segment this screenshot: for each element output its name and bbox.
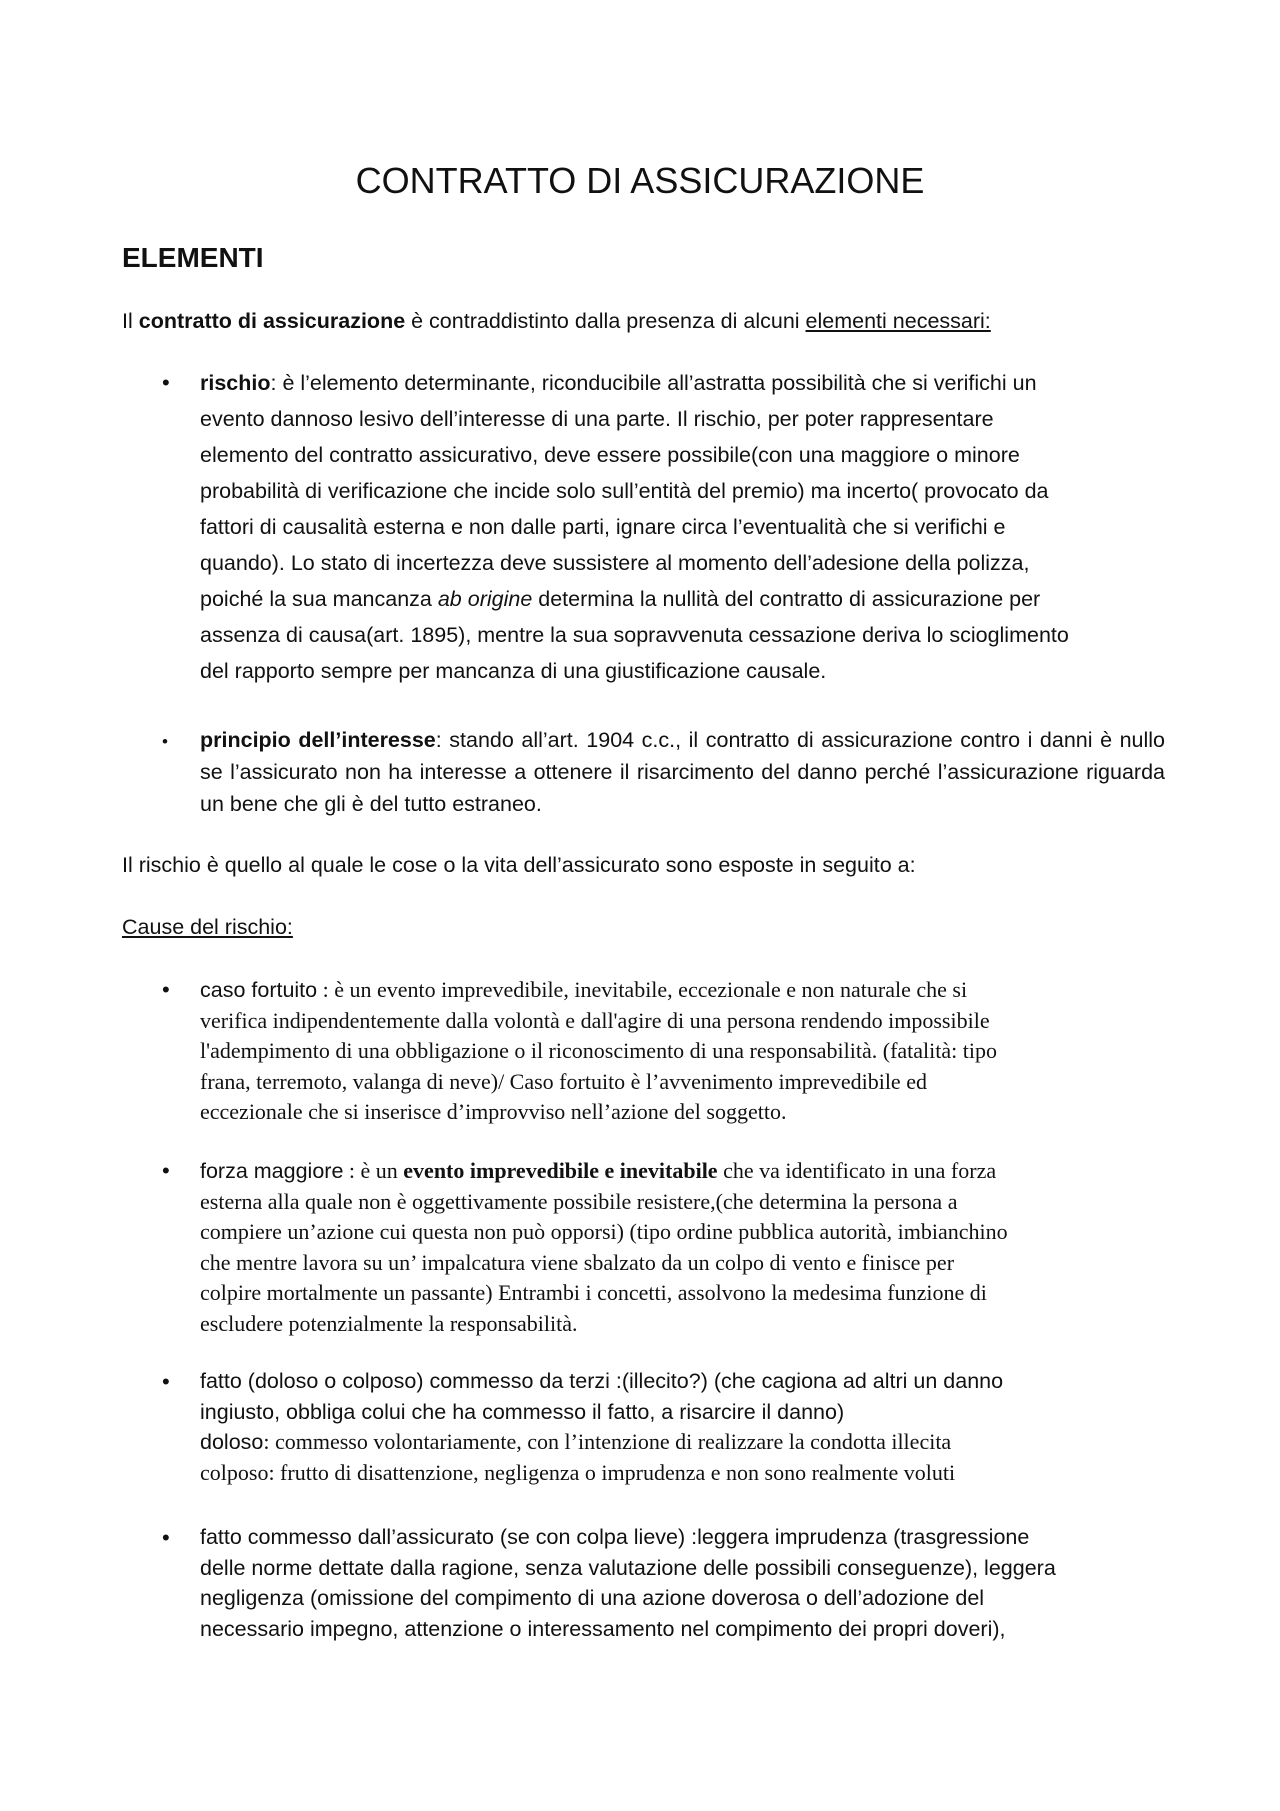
rischio-line-6: quando). Lo stato di incertezza deve sussistere al momento dell’adesione della polizza, <box>200 551 1030 575</box>
bullet-forza-maggiore: • <box>162 1158 170 1183</box>
rischio-line7-prefix: poiché la sua mancanza <box>200 587 438 611</box>
terzi-line3-rest: : commesso volontariamente, con l’intenzione di realizzare la condotta illecita <box>263 1429 952 1454</box>
rischio-line-9: del rapporto sempre per mancanza di una giustificazione causale. <box>200 659 827 683</box>
rischio-line-8: assenza di causa(art. 1895), mentre la sua sopravvenuta cessazione deriva lo scioglimento <box>200 623 1069 647</box>
rischio-line7-rest: determina la nullità del contratto di assicurazione per <box>532 587 1041 611</box>
section-heading: ELEMENTI <box>122 242 264 273</box>
assicurato-line-2: delle norme dettate dalla ragione, senza valutazione delle possibili conseguenze), leggera <box>200 1555 1056 1580</box>
forza-line-6: escludere potenzialmente la responsabilità. <box>200 1310 578 1336</box>
interesse-rest: : stando all’art. 1904 c.c., il contratto di assicurazione contro i danni è nullo se l’assicurato non ha interesse a ottenere il risarcimento del danno perché l’assicurazione riguarda un bene che gli è del tutto estraneo. <box>200 728 1165 816</box>
intro-bold: contratto di assicurazione <box>138 309 406 333</box>
caso-line-5: eccezionale che si inserisce d’improvviso nell’azione del soggetto. <box>200 1099 787 1124</box>
forza-label: forza maggiore <box>200 1159 344 1183</box>
list-item-rischio <box>200 365 1165 689</box>
terzi-line-3 <box>200 1427 1165 1458</box>
rischio-line1-text: : è l’elemento determinante, riconducibile all’astratta possibilità che si verifichi un <box>270 371 1037 395</box>
intro-middle: è contraddistinto dalla presenza di alcuni <box>405 309 806 333</box>
rischio-line-1 <box>200 365 1165 401</box>
forza-line-5: colpire mortalmente un passante) Entrambi i concetti, assolvono la medesima funzione di <box>200 1280 987 1305</box>
caso-line-2: verifica indipendentemente dalla volontà e dall'agire di una persona rendendo impossibile <box>200 1007 990 1033</box>
list-item-interesse <box>200 724 1165 820</box>
forza-line-4: che mentre lavora su un’ impalcatura viene sbalzato da un colpo di vento e finisce per <box>200 1249 955 1275</box>
list-item-fatto-terzi <box>200 1366 1165 1488</box>
rischio-line-5: fattori di causalità esterna e non dalle parti, ignare circa l’eventualità che si verifichi e <box>200 515 1006 539</box>
rischio-line-4: probabilità di verificazione che incide solo sull’entità del premio) ma incerto( provocato da <box>200 479 1049 503</box>
caso-line-3: l'adempimento di una obbligazione o il riconoscimento di una responsabilità. (fatalità: tipo <box>200 1038 997 1063</box>
intro-underlined: elementi necessari: <box>805 309 991 333</box>
bullet-fatto-terzi: • <box>162 1369 170 1394</box>
assicurato-line-4: necessario impegno, attenzione o interessamento nel compimento dei propri doveri), <box>200 1616 1006 1641</box>
caso-label: caso fortuito <box>200 978 318 1002</box>
bullet-caso-fortuito: • <box>162 977 170 1002</box>
rischio-line-2: evento dannoso lesivo dell’interesse di una parte. Il rischio, per poter rappresentare <box>200 407 994 431</box>
bullet-rischio: • <box>162 370 170 395</box>
assicurato-line-1: fatto commesso dall’assicurato (se con colpa lieve) :leggera imprudenza (trasgressione <box>200 1525 1030 1549</box>
forza-line-3: compiere un’azione cui questa non può opporsi) (tipo ordine pubblica autorità, imbianchino <box>200 1219 1008 1244</box>
forza-line-1 <box>200 1156 1165 1187</box>
rischio-line7-italic: ab origine <box>437 587 533 611</box>
terzi-line-2: ingiusto, obbliga colui che ha commesso il fatto, a risarcire il danno) <box>200 1399 845 1424</box>
list-item-fatto-assicurato <box>200 1522 1165 1644</box>
list-item-forza-maggiore <box>200 1156 1165 1339</box>
caso-line1-rest: : è un evento imprevedibile, inevitabile, eccezionale e non naturale che si <box>317 977 968 1002</box>
intro-prefix: Il <box>122 309 139 333</box>
terzi-line-1: fatto (doloso o colposo) commesso da terzi :(illecito?) (che cagiona ad altri un danno <box>200 1369 1004 1393</box>
forza-line1-mid: : è un <box>343 1158 404 1183</box>
intro-paragraph <box>122 306 1162 336</box>
rischio-label: rischio <box>200 371 271 395</box>
caso-line-4: frana, terremoto, valanga di neve)/ Caso fortuito è l’avvenimento imprevedibile ed <box>200 1068 927 1094</box>
forza-line1-bold: evento imprevedibile e inevitabile <box>403 1158 718 1183</box>
document-title: CONTRATTO DI ASSICURAZIONE <box>355 160 925 201</box>
interesse-label: principio dell’interesse <box>200 728 436 752</box>
bullet-interesse: • <box>162 732 168 751</box>
bullet-fatto-assicurato: • <box>162 1525 170 1550</box>
assicurato-line-3: negligenza (omissione del compimento di una azione doverosa o dell’adozione del <box>200 1586 985 1610</box>
terzi-doloso-label: doloso <box>200 1430 264 1454</box>
rischio-sentence: Il rischio è quello al quale le cose o la vita dell’assicurato sono esposte in seguito a: <box>122 853 916 877</box>
caso-line-1 <box>200 975 1165 1006</box>
forza-line-2: esterna alla quale non è oggettivamente possibile resistere,(che determina la persona a <box>200 1188 958 1214</box>
terzi-line-4: colposo: frutto di disattenzione, negligenza o imprudenza e non sono realmente voluti <box>200 1459 956 1485</box>
rischio-line-3: elemento del contratto assicurativo, deve essere possibile(con una maggiore o minore <box>200 443 1020 467</box>
forza-line1-rest: che va identificato in una forza <box>717 1158 997 1183</box>
list-item-caso-fortuito <box>200 975 1165 1128</box>
rischio-line-7 <box>200 581 1165 617</box>
cause-heading: Cause del rischio: <box>122 915 293 939</box>
interesse-text <box>200 724 1165 820</box>
